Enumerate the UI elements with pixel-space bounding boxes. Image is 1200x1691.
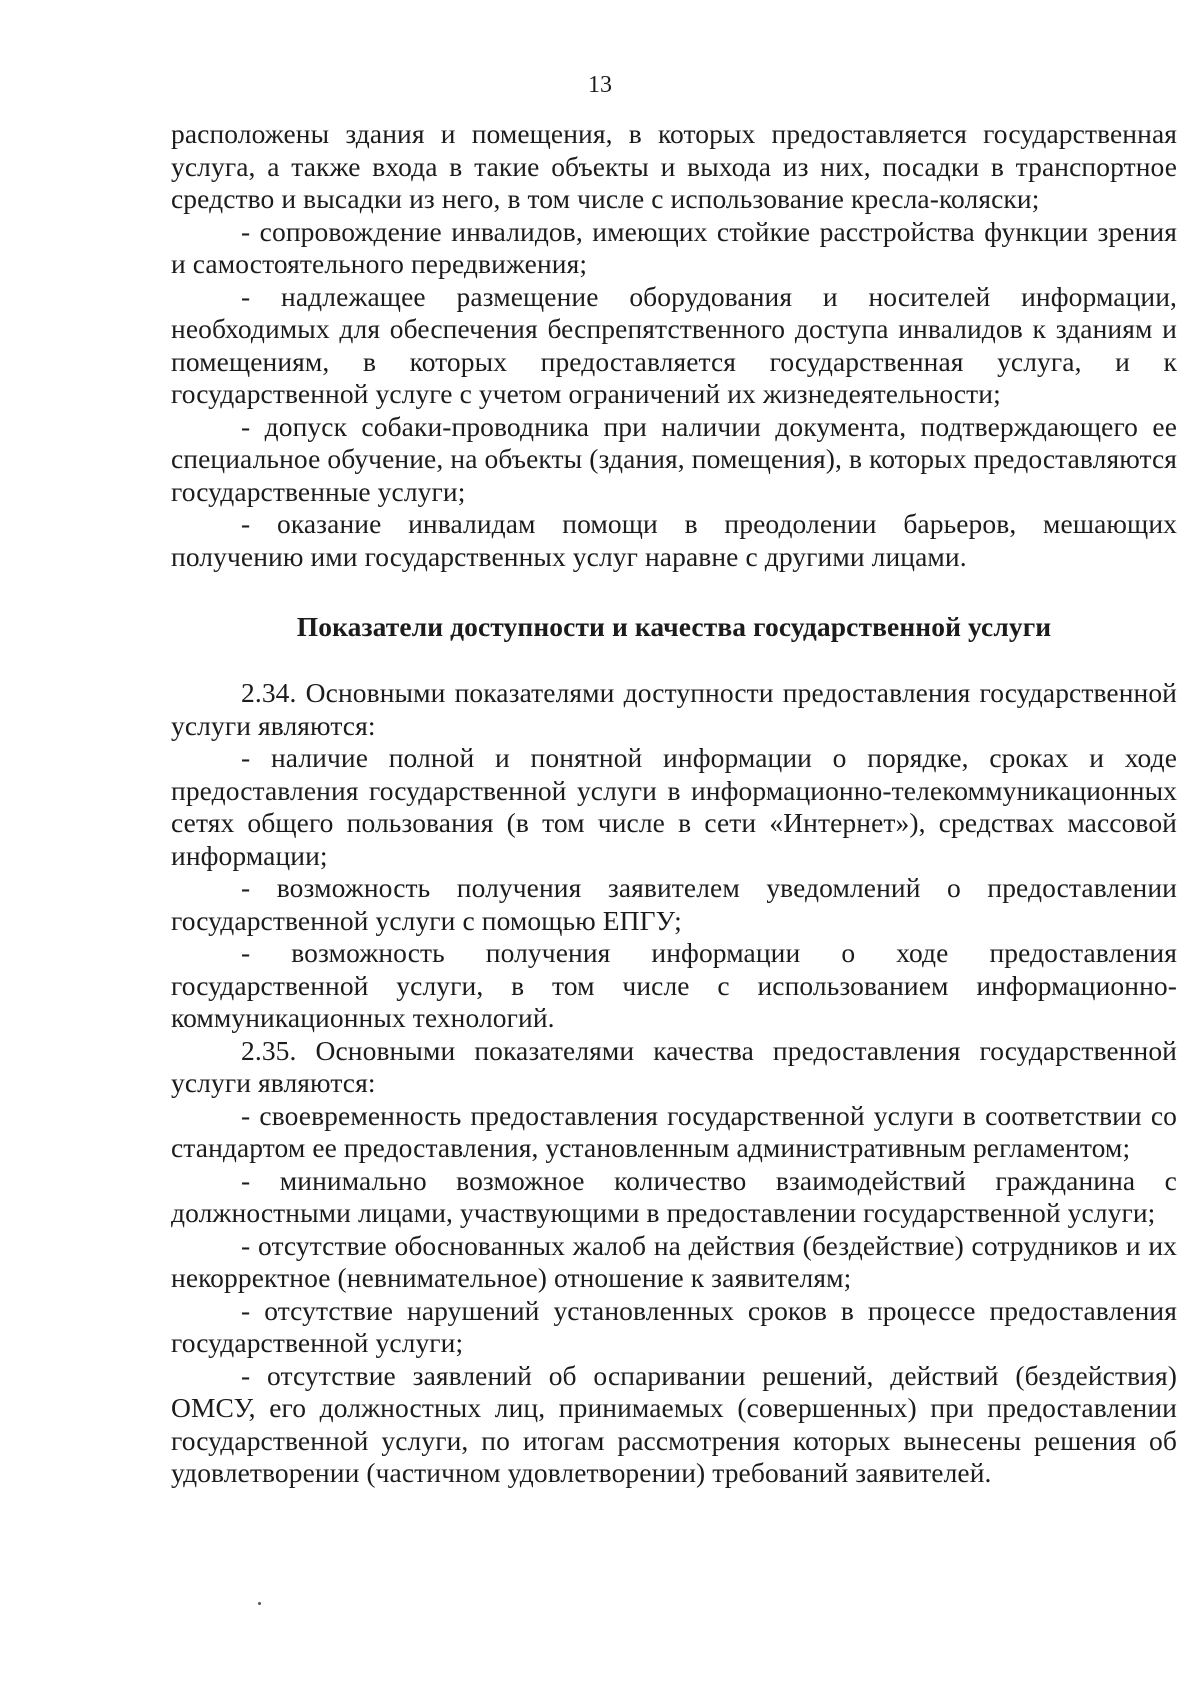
paragraph-minimal-interactions: - минимально возможное количество взаимодействий гражданина с должностными лицами, участвующими в предоставлении государственной услуги; [171, 1164, 1177, 1228]
page-number: 13 [588, 72, 612, 98]
paragraph-accessible-buildings: расположены здания и помещения, в которых предоставляется государственная услуга, а также входа в такие объекты и выхода из них, посадки в транспортное средство и высадки из него, в том числе с использование кресла-коляски; [171, 118, 1177, 214]
paragraph-equipment-placement: - надлежащее размещение оборудования и носителей информации, необходимых для обеспечения беспрепятственного доступа инвалидов к зданиям и помещениям, в которых предоставляется государственная услуга, и к государственной услуге с учетом ограничений их жизнедеятельности; [171, 280, 1177, 409]
section-heading: Показатели доступности и качества государственной услуги [296, 611, 1052, 642]
paragraph-2-35-intro: 2.35. Основными показателями качества предоставления государственной услуги являются: [171, 1034, 1177, 1098]
document-body [171, 118, 1177, 1490]
paragraph-2-34-intro: 2.34. Основными показателями доступности предоставления государственной услуги являются: [171, 677, 1177, 741]
paragraph-timeliness: - своевременность предоставления государственной услуги в соответствии со стандартом ее предоставления, установленным административным регламентом; [171, 1099, 1177, 1163]
paragraph-epgu-notifications: - возможность получения заявителем уведомлений о предоставлении государственной услуги с помощью ЕПГУ; [171, 872, 1177, 936]
paragraph-barrier-assistance: - оказание инвалидам помощи в преодолении барьеров, мешающих получению ими государственных услуг наравне с другими лицами. [171, 508, 1177, 572]
paragraph-full-information: - наличие полной и понятной информации о порядке, сроках и ходе предоставления государственной услуги в информационно-телекоммуникационных сетях общего пользования (в том числе в сети «Интернет»), средствах массовой информации; [171, 742, 1177, 871]
paragraph-no-complaints: - отсутствие обоснованных жалоб на действия (бездействие) сотрудников и их некорректное (невнимательное) отношение к заявителям; [171, 1229, 1177, 1293]
paragraph-no-deadline-violations: - отсутствие нарушений установленных сроков в процессе предоставления государственной услуги; [171, 1294, 1177, 1358]
scan-artifact-dot [258, 1602, 261, 1605]
paragraph-visual-impairment-support: - сопровождение инвалидов, имеющих стойкие расстройства функции зрения и самостоятельного передвижения; [171, 215, 1177, 279]
paragraph-progress-information: - возможность получения информации о ходе предоставления государственной услуги, в том числе с использованием информационно-коммуникационных технологий. [171, 937, 1177, 1033]
paragraph-no-appeals: - отсутствие заявлений об оспаривании решений, действий (бездействия) ОМСУ, его должностных лиц, принимаемых (совершенных) при предоставлении государственной услуги, по итогам рассмотрения которых вынесены решения об удовлетворении (частичном удовлетворении) требований заявителей. [171, 1359, 1177, 1488]
paragraph-guide-dog-access: - допуск собаки-проводника при наличии документа, подтверждающего ее специальное обучение, на объекты (здания, помещения), в которых предоставляются государственные услуги; [171, 410, 1177, 507]
